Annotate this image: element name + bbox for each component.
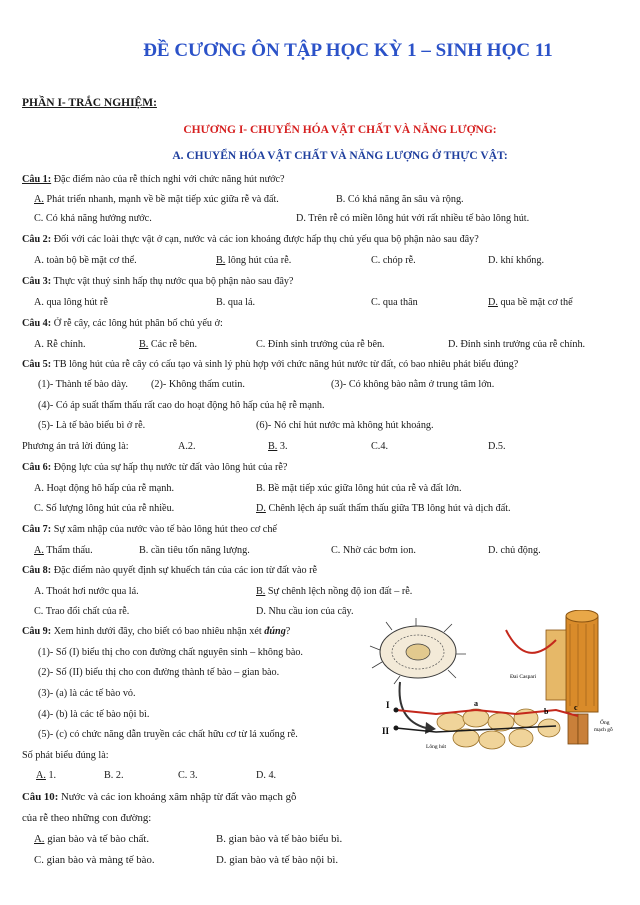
q2-option-b: B. lông hút của rễ. [216, 255, 292, 266]
q4-option-a: A. Rễ chính. [34, 339, 86, 350]
q5-option-d: D.5. [488, 441, 506, 452]
q9-option-b: B. 2. [104, 770, 124, 781]
q9-option-a: A. 1. [36, 770, 57, 781]
q5-option-c: C.4. [371, 441, 388, 452]
q4-option-d: D. Đỉnh sinh trưởng của rễ chính. [448, 339, 586, 350]
q6-option-d: D. Chênh lệch áp suất thẩm thấu giữa TB lông hút và dịch đất. [256, 503, 511, 514]
q5-item-5: (5)- Là tế bào biểu bì ở rễ. [38, 420, 146, 431]
q5-item-1: (1)- Thành tế bào dày. [38, 379, 128, 390]
q9-item-5: (5)- (c) có chức năng dẫn truyền các chất hữu cơ từ lá xuống rễ. [38, 729, 298, 740]
q5-item-2: (2)- Không thấm cutin. [151, 379, 245, 390]
q6-option-b: B. Bề mặt tiếp xúc giữa lông hút của rễ và đất lớn. [256, 483, 462, 494]
q1-option-d: D. Trên rễ có miền lông hút với rất nhiều tế bào lông hút. [296, 213, 530, 224]
q9-item-4: (4)- (b) là các tế bào nội bì. [38, 709, 150, 720]
label-a: a [474, 699, 478, 708]
q2-option-a: A. toàn bộ bề mặt cơ thể. [34, 255, 137, 266]
q10-option-a: A. gian bào và tế bào chất. [34, 833, 150, 845]
q9-item-2: (2)- Số (II) biểu thị cho con đường thành tế bào – gian bào. [38, 667, 280, 678]
question-6: Câu 6: Động lực của sự hấp thụ nước từ đất vào lông hút của rễ? [22, 462, 288, 473]
q7-option-c: C. Nhờ các bơm ion. [331, 545, 416, 556]
q5-option-a: A.2. [178, 441, 196, 452]
q10-option-d: D. gian bào và tế bào nội bì. [216, 854, 339, 866]
q1-option-a: A. Phát triển nhanh, mạnh về bề mặt tiếp xúc giữa rễ và đất. [34, 194, 279, 205]
document-title: ĐỀ CƯƠNG ÔN TẬP HỌC KỲ 1 – SINH HỌC 11 [143, 40, 553, 61]
q8-option-a: A. Thoát hơi nước qua lá. [34, 586, 139, 597]
cell-layer-diagram [437, 709, 588, 749]
q5-item-4: (4)- Có áp suất thẩm thấu rất cao do hoạt động hô hấp của hệ rễ mạnh. [38, 400, 325, 411]
stele-cylinder-icon [546, 610, 598, 712]
subchapter-heading: A. CHUYỂN HÓA VẬT CHẤT VÀ NĂNG LƯỢNG Ở THỰC VẬT: [172, 150, 508, 162]
question-10: Câu 10: Nước và các ion khoáng xâm nhập từ đất vào mạch gỗ [22, 791, 297, 803]
label-dai-caspari: Đai Caspari [510, 674, 537, 680]
q9-item-1: (1)- Số (I) biểu thị cho con đường chất nguyên sinh – không bào. [38, 647, 303, 658]
question-3: Câu 3: Thực vật thuỷ sinh hấp thụ nước qua bộ phận nào sau đây? [22, 276, 294, 287]
q9-item-3: (3)- (a) là các tế bào vỏ. [38, 688, 136, 699]
q10-option-b: B. gian bào và tế bào biểu bì. [216, 833, 343, 845]
q2-option-c: C. chóp rễ. [371, 255, 416, 266]
label-b: b [544, 707, 549, 716]
q7-option-b: B. cần tiêu tốn năng lượng. [139, 545, 250, 556]
q10-option-c: C. gian bào và màng tế bào. [34, 854, 155, 866]
q7-option-d: D. chủ động. [488, 545, 541, 556]
question-8: Câu 8: Đặc điểm nào quyết định sự khuếch tán của các ion từ đất vào rễ [22, 565, 318, 576]
q4-option-c: C. Đỉnh sinh trưởng của rễ bên. [256, 339, 385, 350]
root-cross-section-figure [356, 610, 626, 770]
q9-option-c: C. 3. [178, 770, 198, 781]
q3-option-d: D. qua bề mặt cơ thể [488, 297, 573, 308]
q8-option-c: C. Trao đổi chất của rễ. [34, 606, 130, 617]
q7-option-a: A. Thẩm thấu. [34, 545, 93, 556]
label-I: I [386, 700, 390, 710]
q1-option-c: C. Có khả năng hướng nước. [34, 213, 152, 224]
q9-answer-label: Số phát biểu đúng là: [22, 750, 109, 761]
q3-option-b: B. qua lá. [216, 297, 256, 308]
q6-option-a: A. Hoạt động hô hấp của rễ mạnh. [34, 483, 175, 494]
q5-answer-label: Phương án trả lời đúng là: [22, 441, 129, 452]
q8-option-b: B. Sự chênh lệch nồng độ ion đất – rễ. [256, 586, 413, 597]
question-1: Câu 1: Đặc điểm nào của rễ thích nghi với chức năng hút nước? [22, 174, 285, 185]
label-mach-go: mạch gỗ [594, 727, 613, 733]
question-7: Câu 7: Sự xâm nhập của nước vào tế bào lông hút theo cơ chế [22, 524, 277, 535]
zoom-arrow [400, 682, 426, 728]
label-II: II [382, 726, 390, 736]
q5-item-3: (3)- Có không bào nằm ở trung tâm lớn. [331, 379, 495, 390]
chapter-heading: CHƯƠNG I- CHUYỂN HÓA VẬT CHẤT VÀ NĂNG LƯỢNG: [183, 124, 497, 136]
q3-option-c: C. qua thân [371, 297, 418, 308]
question-10-line2: của rễ theo những con đường: [22, 812, 152, 824]
question-9: Câu 9: Xem hình dưới đây, cho biết có bao nhiêu nhận xét đúng? [22, 626, 291, 637]
q2-option-d: D. khí khổng. [488, 255, 545, 266]
q3-option-a: A. qua lông hút rễ [34, 297, 108, 308]
label-c: c [574, 703, 578, 712]
label-ong: Ống [600, 720, 610, 726]
q5-item-6: (6)- Nó chỉ hút nước mà không hút khoáng. [256, 420, 434, 431]
root-cross-section-icon [370, 618, 466, 684]
q9-option-d: D. 4. [256, 770, 277, 781]
label-long-hut: Lông hút [426, 744, 447, 750]
question-4: Câu 4: Ở rễ cây, các lông hút phân bố chủ yếu ở: [22, 318, 223, 329]
q8-option-d: D. Nhu cầu ion của cây. [256, 606, 354, 617]
question-2: Câu 2: Đối với các loài thực vật ở cạn, nước và các ion khoáng được hấp thụ chủ yếu qua bộ phận nào sau đây? [22, 234, 479, 245]
q6-option-c: C. Số lượng lông hút của rễ nhiều. [34, 503, 175, 514]
question-5: Câu 5: TB lông hút của rễ cây có cấu tạo và sinh lý phù hợp với chức năng hút nước từ đất, có bao nhiêu phát biểu đúng? [22, 359, 519, 370]
q1-option-b: B. Có khả năng ăn sâu và rộng. [336, 194, 464, 205]
q4-option-b: B. Các rễ bên. [139, 339, 197, 350]
q5-option-b: B. 3. [268, 441, 288, 452]
section-heading: PHẦN I- TRẮC NGHIỆM: [22, 97, 157, 109]
